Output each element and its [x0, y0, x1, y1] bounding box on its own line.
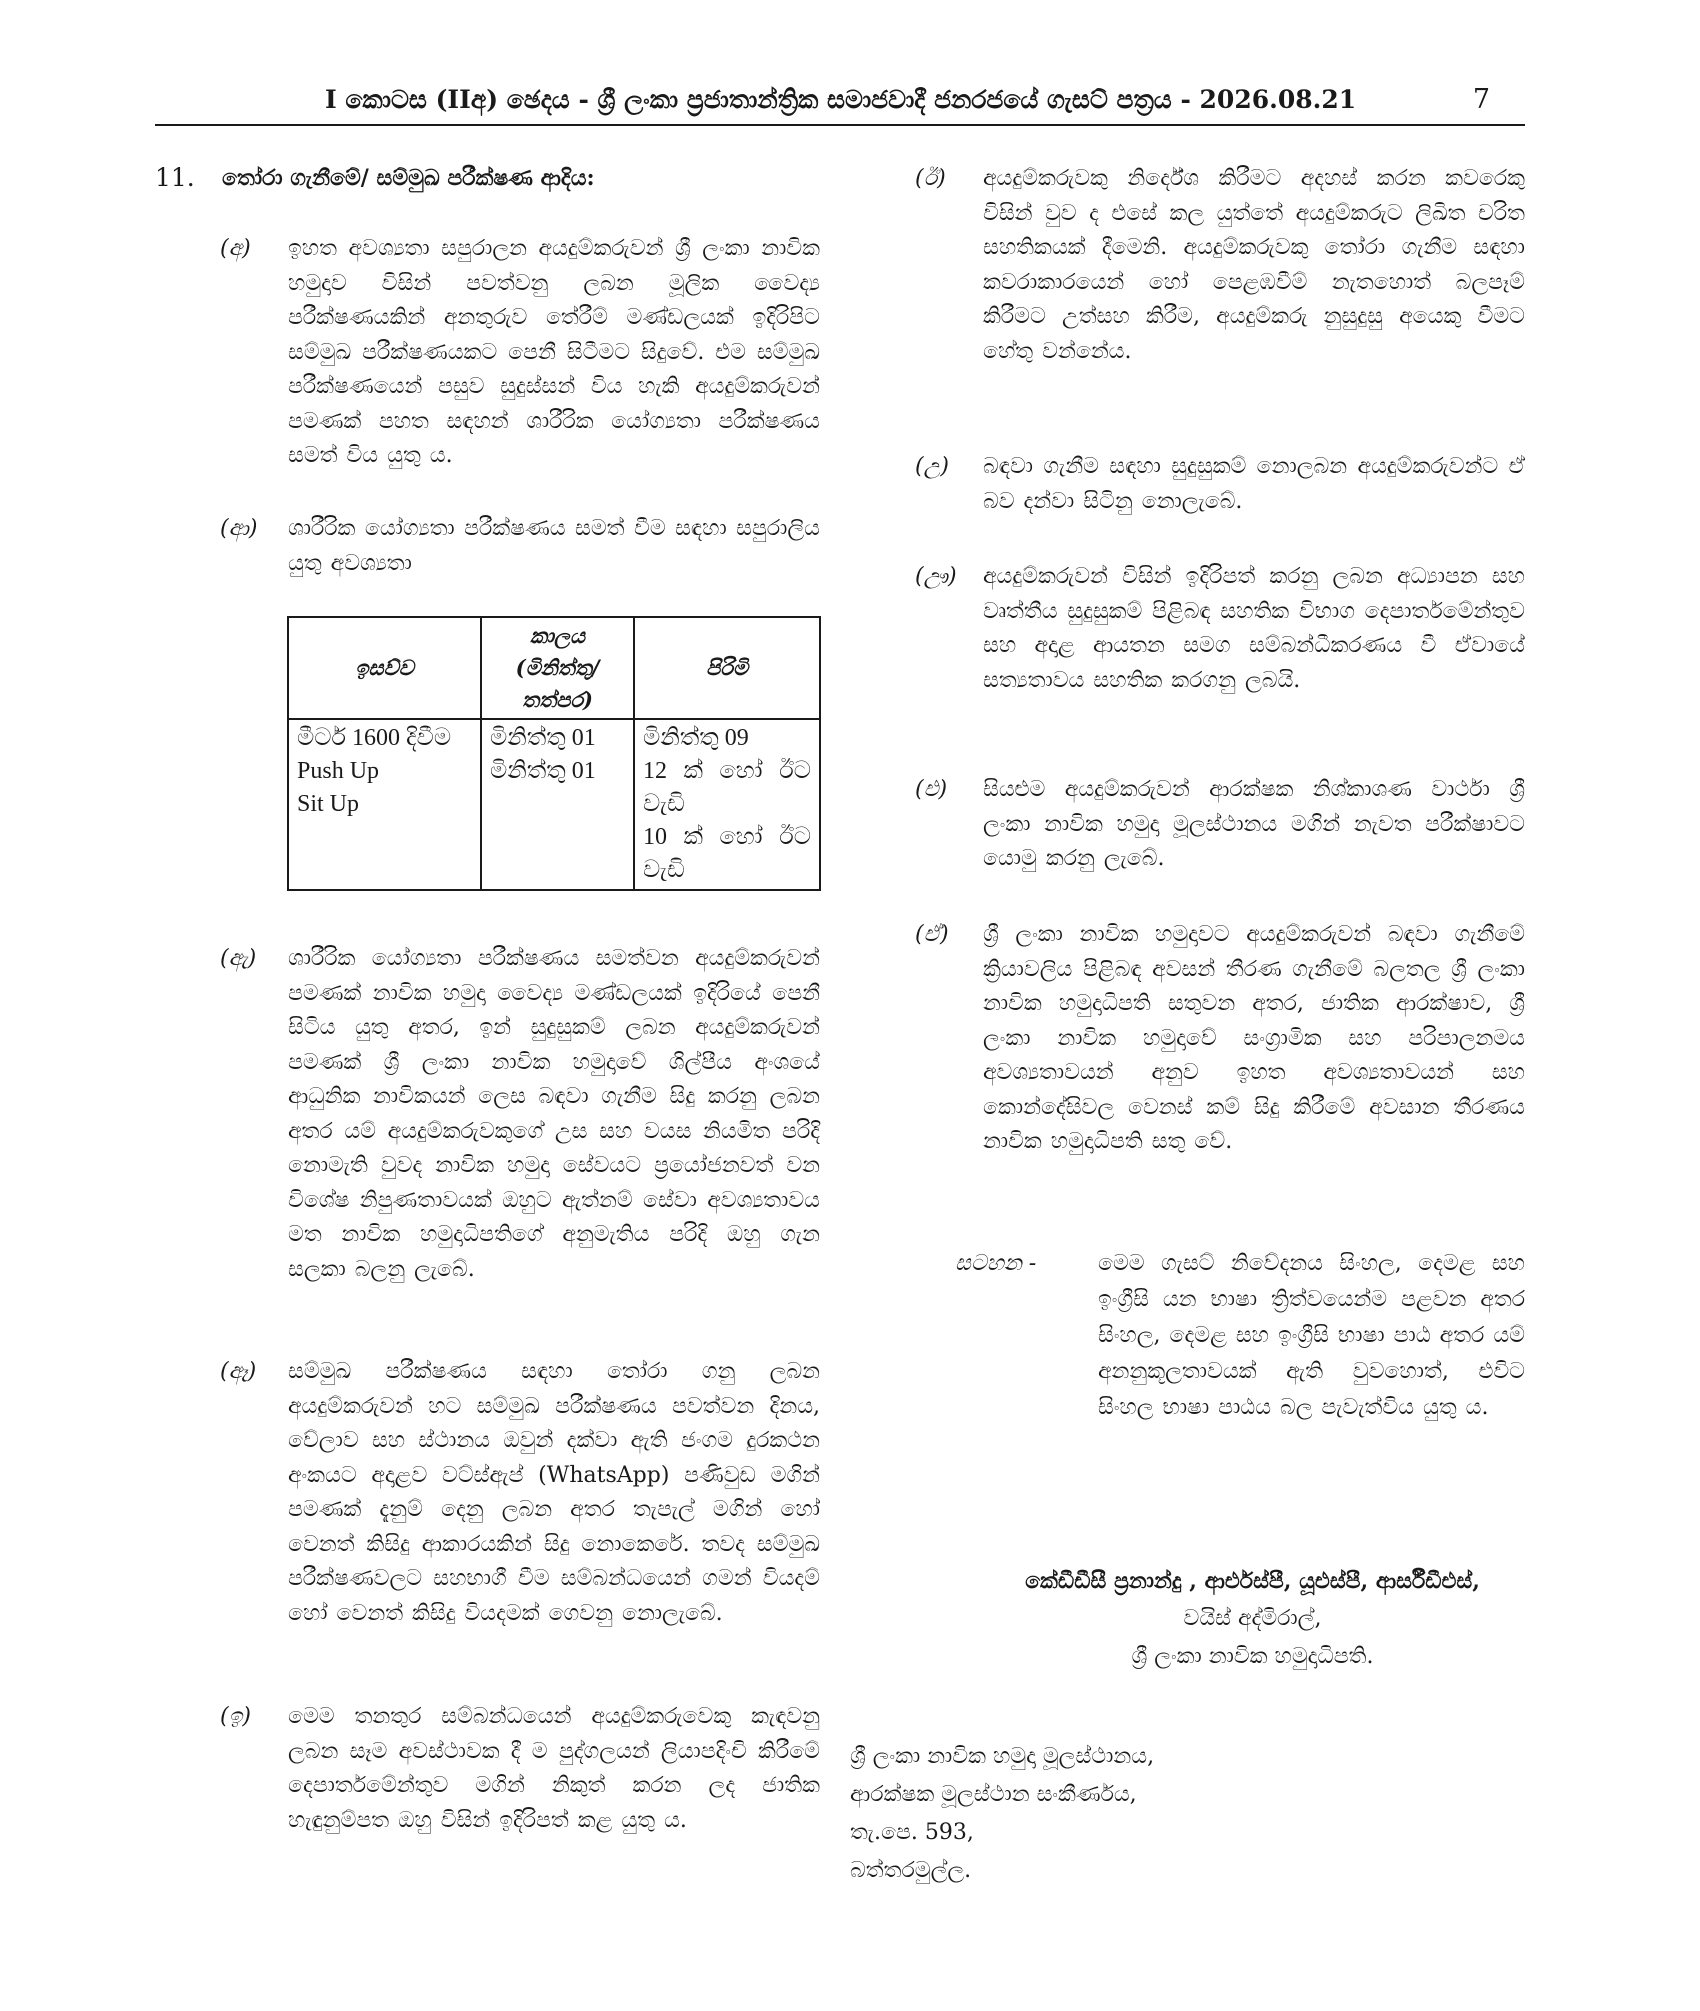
item-marker: (එ): [915, 777, 948, 802]
item-text: මෙම තනතුර සම්බන්ධයෙන් අයදුම්කරුවෙකු කැඳවනු ලබන සෑම අවස්ථාවක දී ම පුද්ගලයන් ලියාපදිංචි කිරීමේ දෙපාර්තමේන්තුව මගින් නිකුත් කරන ලද ජාතික හැඳුනුම්පත ඔහු විසින් ඉදිරිපත් කළ යුතු ය.: [288, 1704, 820, 1833]
signatory-title: ශ්‍රී ලංකා නාවික හමුදාධිපති.: [1131, 1644, 1374, 1669]
table-cell-events: [288, 719, 481, 890]
item-marker: (ඈ): [220, 1359, 257, 1384]
item-marker: (ඇ): [220, 946, 257, 971]
gazette-header-title: I කොටස (IIඅ) ඡෙදය - ශ්‍රී ලංකා ප්‍රජාතාන්ත්‍රික සමාජවාදී ජනරජයේ ගැසට් පත්‍රය - 2026.08.21: [325, 85, 1357, 114]
item-text: සම්මුඛ පරීක්ෂණය සඳහා තෝරා ගනු ලබන අයදුම්කරුවන් හට සම්මුඛ පරීක්ෂණය පවත්වන දිනය, වේලාව සහ ස්ථානය ඔවුන් දක්වා ඇති ජංගම දුරකථන අංකයට අදාළව වට්ස්ඇප් (WhatsApp) පණිවුඩ මගින් පමණක් දැනුම් දෙනු ලබන අතර තැපැල් මගින් හෝ වෙනත් කිසිදු ආකාරයකින් සිදු නොකෙරේ. තවද සම්මුඛ පරීක්ෂණවලට සහභාගී වීම සම්බන්ධයෙන් ගමන් වියදම් හෝ වෙනත් කිසිදු වියදමක් ගෙවනු නොලැබේ.: [288, 1359, 820, 1626]
table-header-male: පිරිමි: [634, 617, 820, 719]
item-marker: (ඌ): [915, 564, 957, 589]
male-sit-up: 10 ක් හෝ ඊට වැඩි: [643, 824, 811, 883]
male-run: මිනිත්තු 09: [643, 725, 749, 751]
item-marker: (ඊ): [915, 166, 946, 191]
address-line: ශ්‍රී ලංකා නාවික හමුදා මූලස්ථානය,: [850, 1744, 1155, 1769]
time-push-up: මිනිත්තු 01: [490, 758, 596, 784]
item-text: ශාරීරික යෝග්‍යතා පරීක්ෂණය සමත්වන අයදුම්කරුවන් පමණක් නාවික හමුදා වෛද්‍ය මණ්ඩලයක් ඉදිරියේ පෙනී සිටිය යුතු අතර, ඉන් සුදුසුකම් ලබන අයදුම්කරුවන් පමණක් ශ්‍රී ලංකා නාවික හමුදාවේ ශිල්පීය අංශයේ ආධුනික නාවිකයන් ලෙස බඳවා ගැනීම සිදු කරනු ලබන අතර යම් අයදුම්කරුවකුගේ උස සහ වයස නියමිත පරිදි නොමැති වුවද නාවික හමුදා සේවයට ප්‍රයෝජනවත් වන විශේෂ නිපුණතාවයක් ඔහුට ඇත්නම් සේවා අවශ්‍යතාවය මත නාවික හමුදාධිපතිගේ අනුමැතිය පරිදි ඔහු ගැන සලකා බලනු ලැබේ.: [288, 946, 820, 1282]
item-text: සියළුම අයදුම්කරුවන් ආරක්ෂක නිශ්කාශණ වාර්ථා ශ්‍රී ලංකා නාවික හමුදා මූලස්ථානය මගින් නැවත පරීක්ෂාවට යොමු කරනු ලැබේ.: [983, 777, 1525, 871]
address-line: තැ.පෙ. 593,: [850, 1820, 974, 1845]
fitness-requirements-table: [287, 616, 821, 891]
item-marker: (අ): [220, 236, 251, 261]
signatory-rank: වයිස් අද්මිරාල්,: [1183, 1606, 1322, 1631]
item-text: අයදුම්කරුවන් විසින් ඉදිරිපත් කරනු ලබන අධ්‍යාපන සහ වෘත්තීය සුදුසුකම් පිළිබඳ සහතික විභාග දෙපාර්තමේන්තුව සහ අදාළ ආයතන සමග සම්බන්ධීකරණය වී ඒවායේ සත්‍යතාවය සහතික කරගනු ලබයි.: [983, 564, 1525, 693]
page-header: [155, 80, 1525, 126]
time-run: මිනිත්තු 01: [490, 725, 596, 751]
event-run: මීටර් 1600 දිවීම: [297, 725, 452, 751]
section-title: තෝරා ගැනීමේ/ සම්මුඛ පරීක්ෂණ ආදිය:: [222, 165, 595, 191]
item-marker: (ආ): [220, 516, 258, 541]
note-label: සටහන -: [955, 1251, 1037, 1276]
page-number: 7: [1472, 84, 1490, 115]
table-header-row: [288, 617, 820, 719]
address-line: ආරක්ෂක මූලස්ථාන සංකීර්ණය,: [850, 1782, 1137, 1807]
table-row: [288, 719, 820, 890]
table-header-event: ඉසව්ව: [288, 617, 481, 719]
table-header-time: කාලය (මිනිත්තු/ තත්පර): [481, 617, 634, 719]
item-marker: (උ): [915, 454, 949, 479]
item-text: ශාරීරික යෝග්‍යතා පරීක්ෂණය සමත් වීම සඳහා සපුරාලිය යුතු අවශ්‍යතා: [288, 516, 820, 576]
address-block: [850, 1738, 1154, 1890]
item-text: අයදුම්කරුවකු නිර්දේශ කිරීමට අදහස් කරන කවරෙකු විසින් වුව ද එසේ කල යුත්තේ අයදුම්කරුට ලිඛිත චරිත සහතිකයක් දීමෙනි. අයදුම්කරුවකු තෝරා ගැනීම සඳහා කවරාකාරයෙන් හෝ පෙළඹවීම් නැතහොත් බලපෑම් කිරීමට උත්සහ කිරීම, අයදුම්කරු නුසුදුසු අයෙකු වීමට හේතු වන්නේය.: [983, 166, 1525, 364]
item-text: ශ්‍රී ලංකා නාවික හමුදාවට අයදුම්කරුවන් බඳවා ගැනීමේ ක්‍රියාවලිය පිළිබඳ අවසන් තීරණ ගැනීමේ බලතල ශ්‍රී ලංකා නාවික හමුදාධිපති සතුවන අතර, ජාතික ආරක්ෂාව, ශ්‍රී ලංකා නාවික හමුදාවේ සංග්‍රාමික සහ පරිපාලනමය අවශ්‍යතාවයන් අනුව ඉහත අවශ්‍යතාවයන් සහ කොන්දේසිවල වෙනස් කම් සිදු කිරීමේ අවසාන තීරණය නාවික හමුදාධිපති සතු වේ.: [983, 922, 1525, 1154]
item-marker: (ඉ): [220, 1704, 251, 1729]
signatory-name: කේඩීඩීසී ප්‍රනාන්දු , ආර්එස්පී, යූඑස්පී, ආර්සීඩීඑස්,: [1025, 1568, 1480, 1594]
table-cell-male: [634, 719, 820, 890]
item-marker: (ඒ): [915, 922, 949, 947]
male-push-up: 12 ක් හෝ ඊට වැඩි: [643, 758, 811, 817]
item-text: ඉහත අවශ්‍යතා සපුරාලන අයදුම්කරුවන් ශ්‍රී ලංකා නාවික හමුදාව විසින් පවත්වනු ලබන මූලික වෛද්‍ය පරීක්ෂණයකින් අනතුරුව තේරීම් මණ්ඩලයක් ඉදිරිපිට සම්මුඛ පරීක්ෂණයකට පෙනී සිටීමට සිදුවේ. එම සම්මුඛ පරීක්ෂණයෙන් පසුව සුදුස්සන් විය හැකි අයදුම්කරුවන් පමණක් පහත සඳහන් ශාරීරික යෝග්‍යතා පරීක්ෂණය සමත් විය යුතු ය.: [288, 236, 820, 468]
table-cell-time: [481, 719, 634, 890]
section-number: 11.: [155, 163, 195, 192]
note-text: මෙම ගැසට් නිවේදනය සිංහල, දෙමළ සහ ඉංග්‍රීසි යන භාෂා ත්‍රිත්වයෙන්ම පළවන අතර සිංහල, දෙමළ සහ ඉංග්‍රීසි භාෂා පාඨ අතර යම් අනනුකූලතාවයක් ඇති වුවහොත්, එවිට සිංහල භාෂා පාඨය බල පැවැත්විය යුතු ය.: [1098, 1251, 1525, 1420]
address-line: බත්තරමුල්ල.: [850, 1858, 972, 1883]
event-sit-up: Sit Up: [297, 791, 360, 817]
item-text: බඳවා ගැනීම සඳහා සුදුසුකම් නොලබන අයදුම්කරුවන්ට ඒ බව දන්වා සිටිනු නොලැබේ.: [983, 454, 1525, 514]
signature-block: [980, 1562, 1525, 1676]
event-push-up: Push Up: [297, 758, 380, 784]
